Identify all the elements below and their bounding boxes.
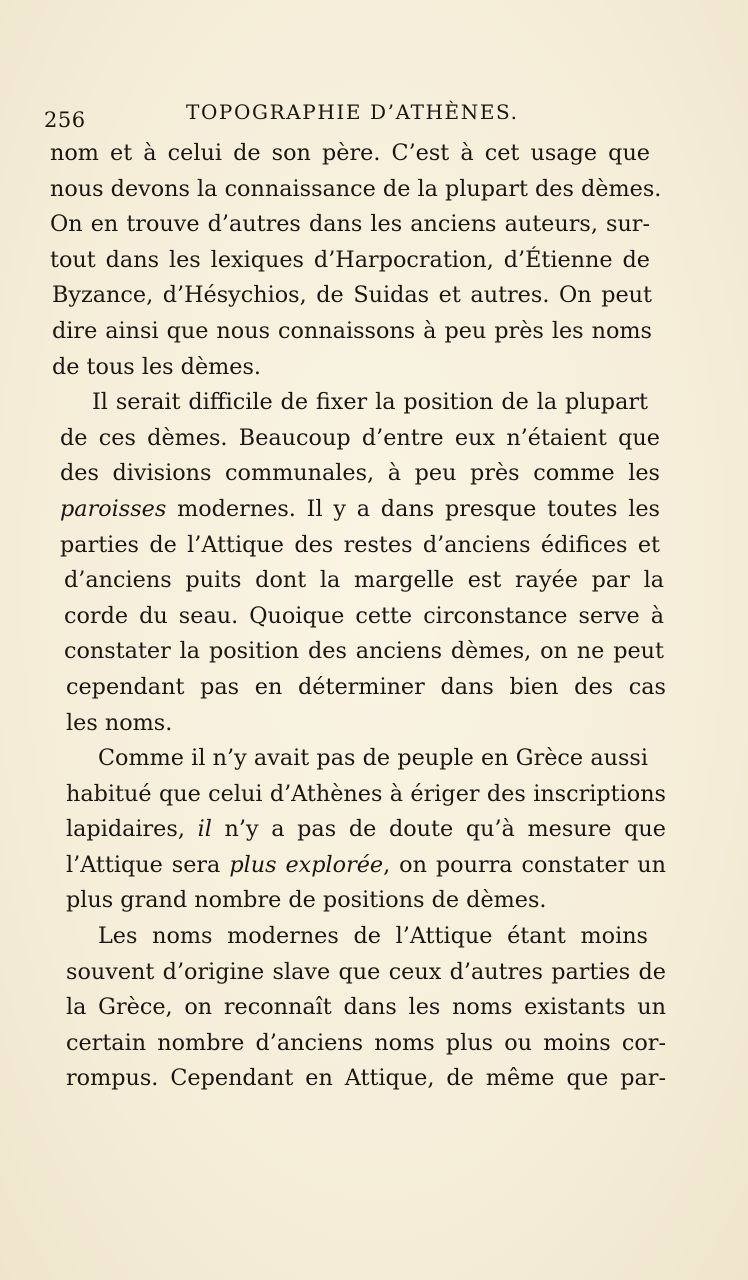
text-line: d’anciens puits dont la margelle est rayée par la [64, 567, 664, 594]
text-span: , on pourra constater un [383, 851, 666, 878]
text-line: de ces dèmes. Beaucoup d’entre eux n’étaient que [60, 424, 660, 451]
text-line: cependant pas en déterminer dans bien des cas [66, 673, 666, 700]
text-line: dire ainsi que nous connaissons à peu près les noms [52, 317, 652, 344]
text-line [48, 492, 660, 528]
text-line: tout dans les lexiques d’Harpocration, d’Étienne de [50, 246, 650, 273]
text-line: les noms. [66, 709, 173, 736]
text-line: On en trouve d’autres dans les anciens auteurs, sur- [50, 211, 650, 238]
text-span: l’Attique sera [66, 851, 230, 878]
text-line: certain nombre d’anciens noms plus ou moins cor- [66, 1029, 666, 1056]
italic-text: il [197, 816, 212, 843]
text-span: que celui d’Athènes à ériger des inscriptions [151, 780, 666, 807]
text-span: lapidaires, [66, 816, 198, 843]
text-line: corde du seau. Quoique cette circonstance serve à [64, 602, 664, 629]
page-number: 256 [44, 108, 86, 132]
text-line: rompus. Cependant en Attique, de même que par- [66, 1065, 666, 1092]
text-line: des divisions communales, à peu près comme les [60, 460, 660, 487]
text-line: Il serait difficile de fixer la position de la plupart [92, 389, 648, 416]
text-span: habitué [66, 780, 152, 807]
running-title: TOPOGRAPHIE D’ATHÈNES. [186, 100, 519, 124]
italic-text: plus explorée [229, 851, 384, 878]
text-line: la Grèce, on reconnaît dans les noms existants un [66, 994, 666, 1021]
text-line: parties de l’Attique des restes d’anciens édifices et [60, 531, 660, 558]
text-line [48, 812, 666, 848]
text-line: constater la position des anciens dèmes, on ne peut [64, 638, 664, 665]
italic-text: paroisses [60, 495, 167, 522]
text-line: Byzance, d’Hésychios, de Suidas et autres. On peut [52, 282, 652, 309]
text-line: nom et à celui de son père. C’est à cet usage que [50, 140, 650, 166]
text-line: nous devons la connaissance de la plupart des dèmes. [50, 175, 662, 202]
text-line: souvent d’origine slave que ceux d’autres parties de [66, 958, 666, 985]
text-span: n’y a pas de doute qu’à mesure que [211, 816, 666, 843]
page-header [44, 96, 654, 136]
text-line: Comme il n’y avait pas de peuple en Grèce aussi [98, 745, 648, 772]
text-line: plus grand nombre de positions de dèmes. [66, 887, 547, 914]
text-span: modernes. Il y a dans presque toutes les [166, 495, 660, 522]
body-text [48, 136, 666, 1097]
text-line: Les noms modernes de l’Attique étant moins [98, 923, 648, 950]
text-line [48, 777, 666, 813]
text-line [48, 848, 666, 884]
text-line: de tous les dèmes. [52, 353, 262, 380]
